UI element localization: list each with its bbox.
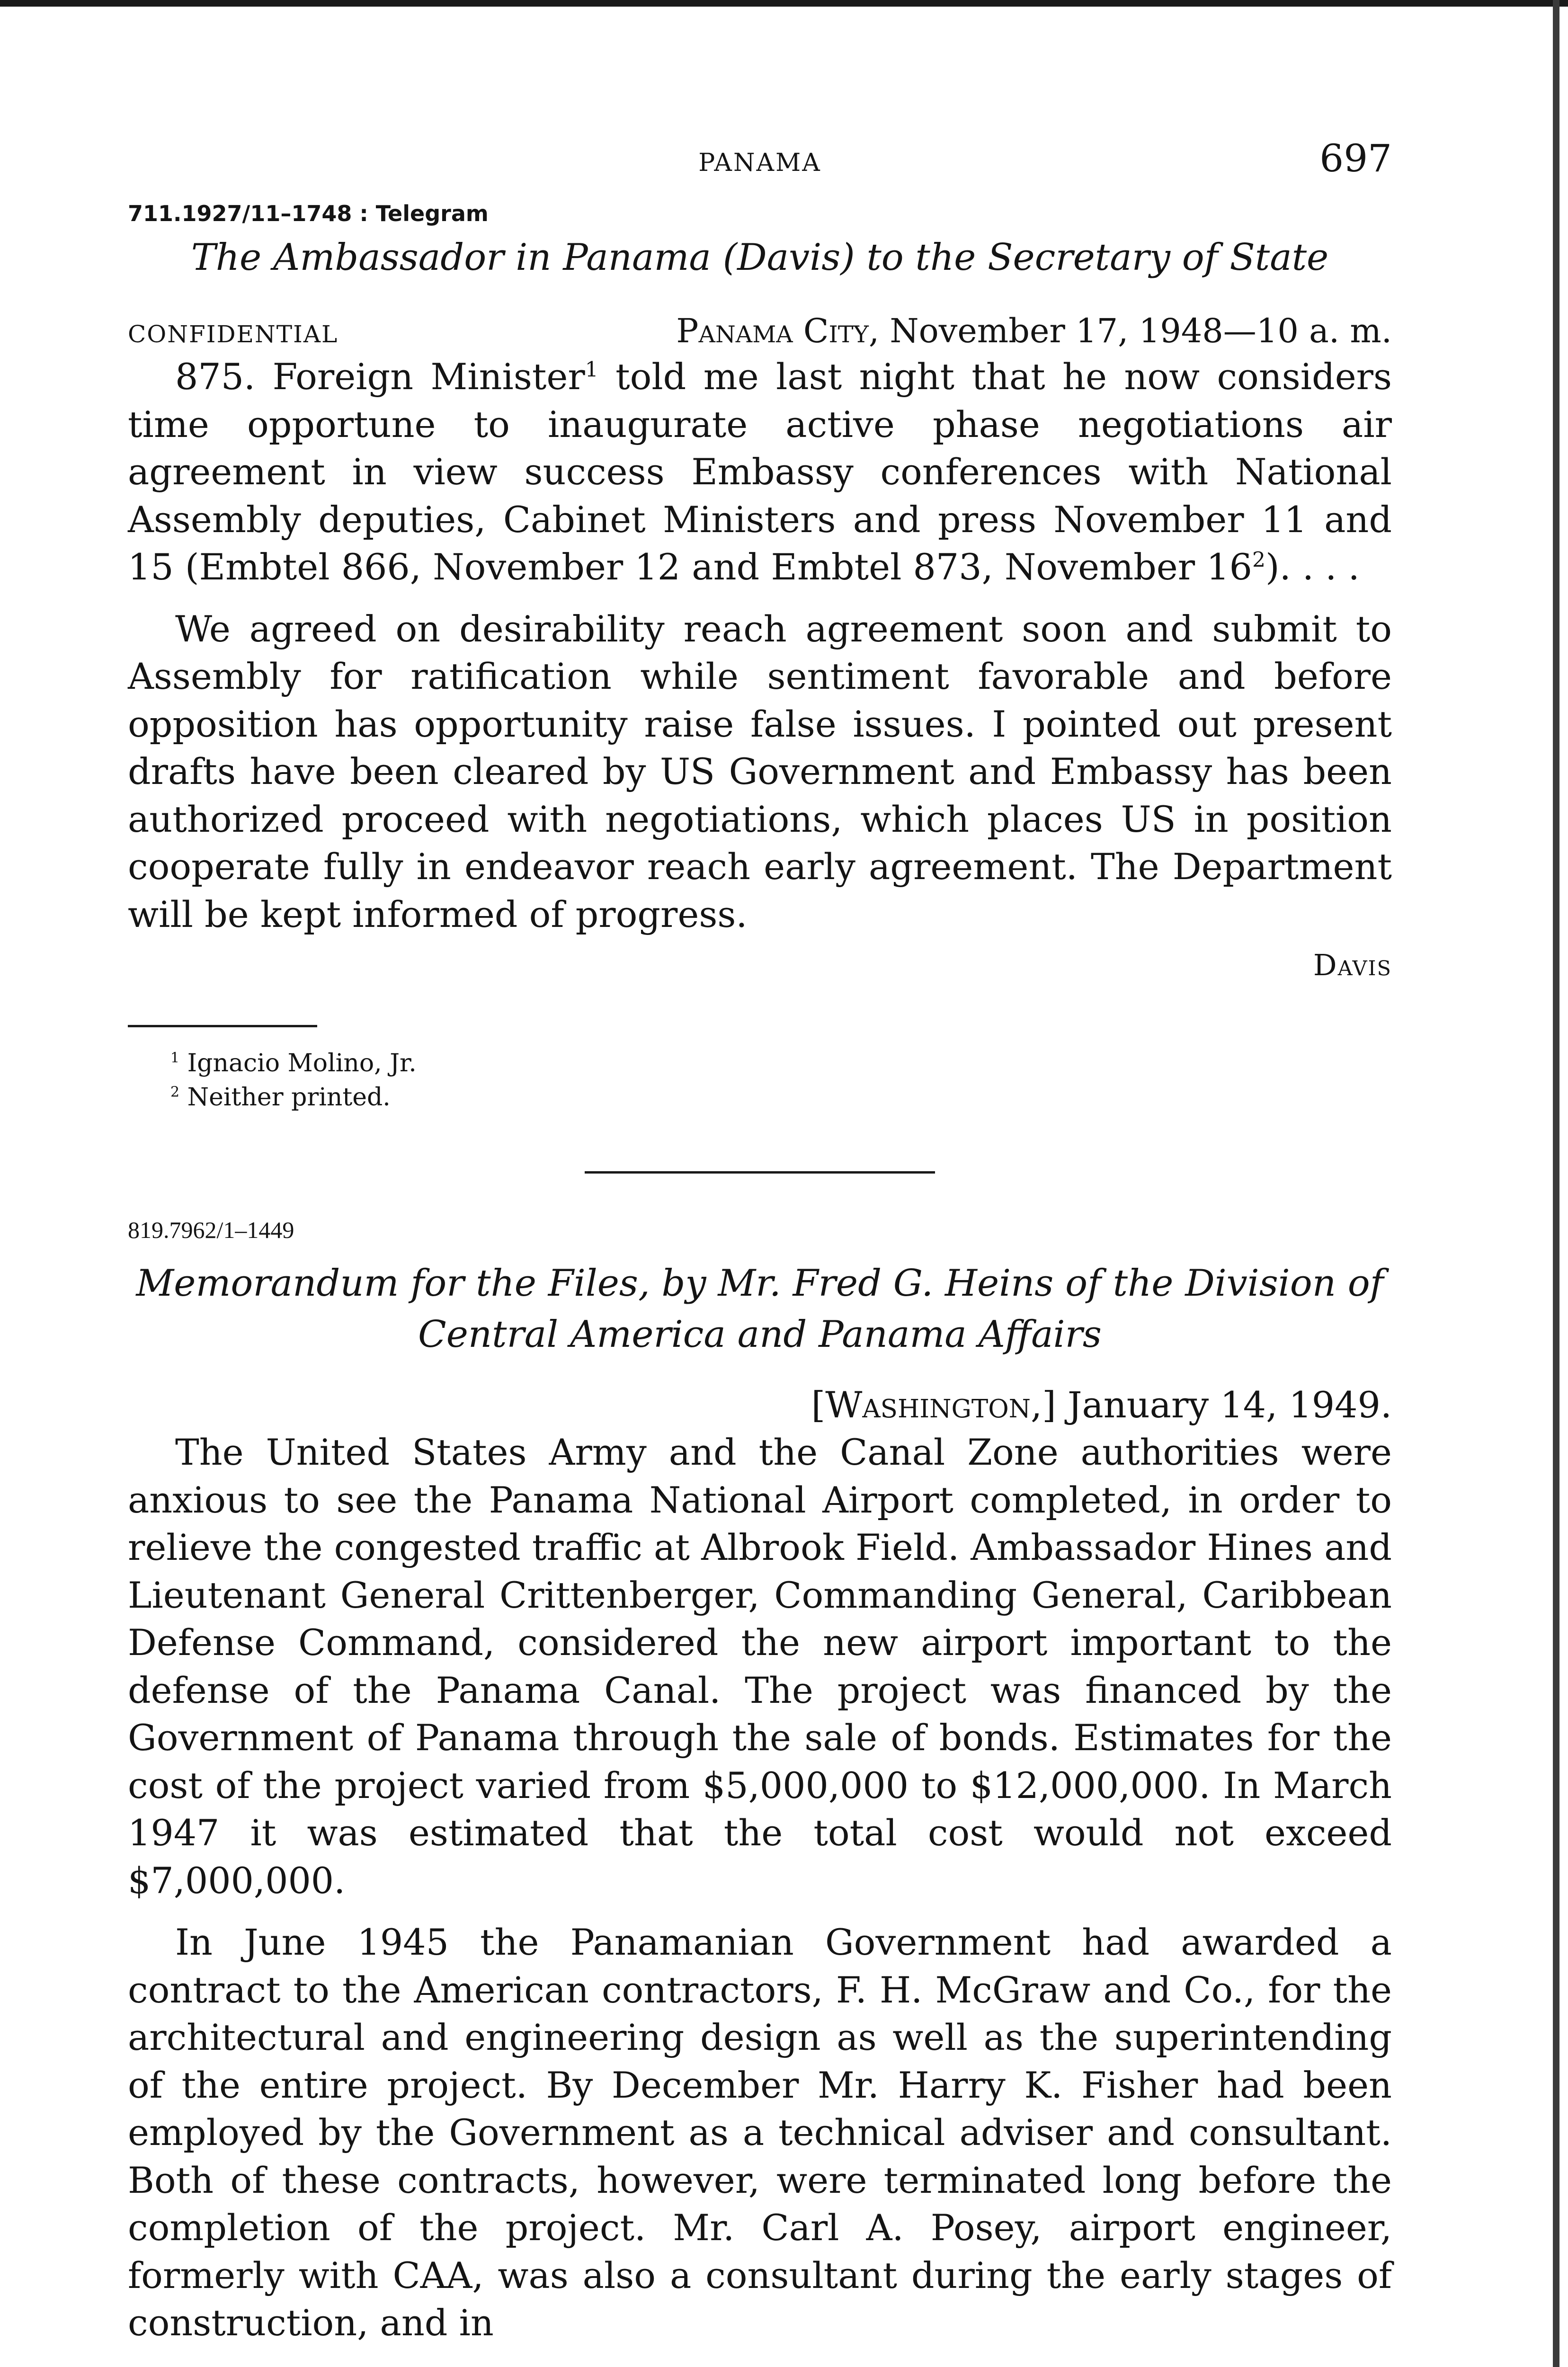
- document-title: [128, 1258, 1392, 1360]
- document-title: The Ambassador in Panama (Davis) to the Secretary of State: [191, 236, 1329, 279]
- running-head: [128, 118, 1392, 189]
- paragraph-text: ). . . .: [1265, 546, 1360, 588]
- date: , November 17, 1948—10 a. m.: [868, 311, 1392, 350]
- footnotes: [128, 1046, 1392, 1114]
- footnote-ref-2[interactable]: 2: [1252, 548, 1265, 572]
- paragraph-text: told me last night that he now considers time opportune to inaugurate active phase negotiations air agreement in view success Embassy conferences with National Assembly deputies, Cabinet Ministers and press November 11 and 15 (Embtel 866, November 12 and Embtel 873, November 16: [128, 356, 1392, 588]
- place-and-date: [128, 1384, 1392, 1426]
- footnote-number: 2: [170, 1084, 180, 1101]
- title-line-2: Central America and Panama Affairs: [418, 1313, 1102, 1356]
- paragraph-text: 875. Foreign Minister: [175, 356, 585, 398]
- running-title: PANAMA: [698, 149, 821, 177]
- footnote-text: Ignacio Molino, Jr.: [187, 1049, 417, 1077]
- memorandum-paragraph-1: The United States Army and the Canal Zone authorities were anxious to see the Panama National Airport completed, in order to relieve the congested traffic at Albrook Field. Ambassador Hines and Lieutenant General Crittenberger, Commanding General, Caribbean Defense Command, considered the new airport important to the defense of the Panama Canal. The project was financed by the Government of Panama through the sale of bonds. Estimates for the cost of the project varied from $5,000,000 to $12,000,000. In March 1947 it was estimated that the total cost would not exceed $7,000,000.: [128, 1431, 1392, 1902]
- signature: Davis: [1313, 948, 1392, 982]
- top-edge-rule: [0, 0, 1568, 7]
- footnote-1: [170, 1046, 1392, 1080]
- place: [Washington,]: [811, 1384, 1056, 1426]
- dateline: [128, 311, 1392, 350]
- memorandum-paragraph-2: In June 1945 the Panamanian Government had awarded a contract to the American contractors, F. H. McGraw and Co., for the architectural and engineering design as well as the superintending of the entire project. By December Mr. Harry K. Fisher had been employed by the Government as a technical adviser and consultant. Both of these contracts, however, were terminated long before the completion of the project. Mr. Carl A. Posey, airport engineer, formerly with CAA, was also a consultant during the early stages of construction, and in: [128, 1921, 1392, 2344]
- footnote-text: Neither printed.: [187, 1083, 391, 1112]
- footnote-ref-1[interactable]: 1: [585, 357, 598, 382]
- date: January 14, 1949.: [1056, 1384, 1392, 1426]
- title-line-1: Memorandum for the Files, by Mr. Fred G. Heins of the Division of: [136, 1262, 1384, 1305]
- memorandum-section: [128, 1216, 1392, 2347]
- footnote-number: 1: [170, 1050, 180, 1067]
- place: Panama City: [676, 311, 869, 350]
- document-page: [128, 118, 1392, 2347]
- footnote-rule: [128, 1025, 317, 1027]
- telegram-section: [128, 201, 1392, 982]
- telegram-paragraph-2: We agreed on desirability reach agreement soon and submit to Assembly for ratification while sentiment favorable and before opposition has opportunity raise false issues. I pointed out present drafts have been cleared by US Government and Embassy has been authorized proceed with negotiations, which places US in position cooperate fully in endeavor reach early agreement. The Department will be kept informed of progress.: [128, 607, 1392, 935]
- page-number: 697: [1319, 136, 1392, 180]
- section-separator: [585, 1171, 935, 1174]
- page-edge-shadow: [1553, 0, 1559, 2367]
- file-reference: 819.7962/1–1449: [128, 1217, 294, 1243]
- file-reference: 711.1927/11–1748 : Telegram: [128, 201, 489, 226]
- place-and-date: [676, 311, 1392, 350]
- footnote-2: [170, 1080, 1392, 1114]
- classification-label: CONFIDENTIAL: [128, 320, 339, 348]
- telegram-paragraph-1: [128, 353, 1392, 591]
